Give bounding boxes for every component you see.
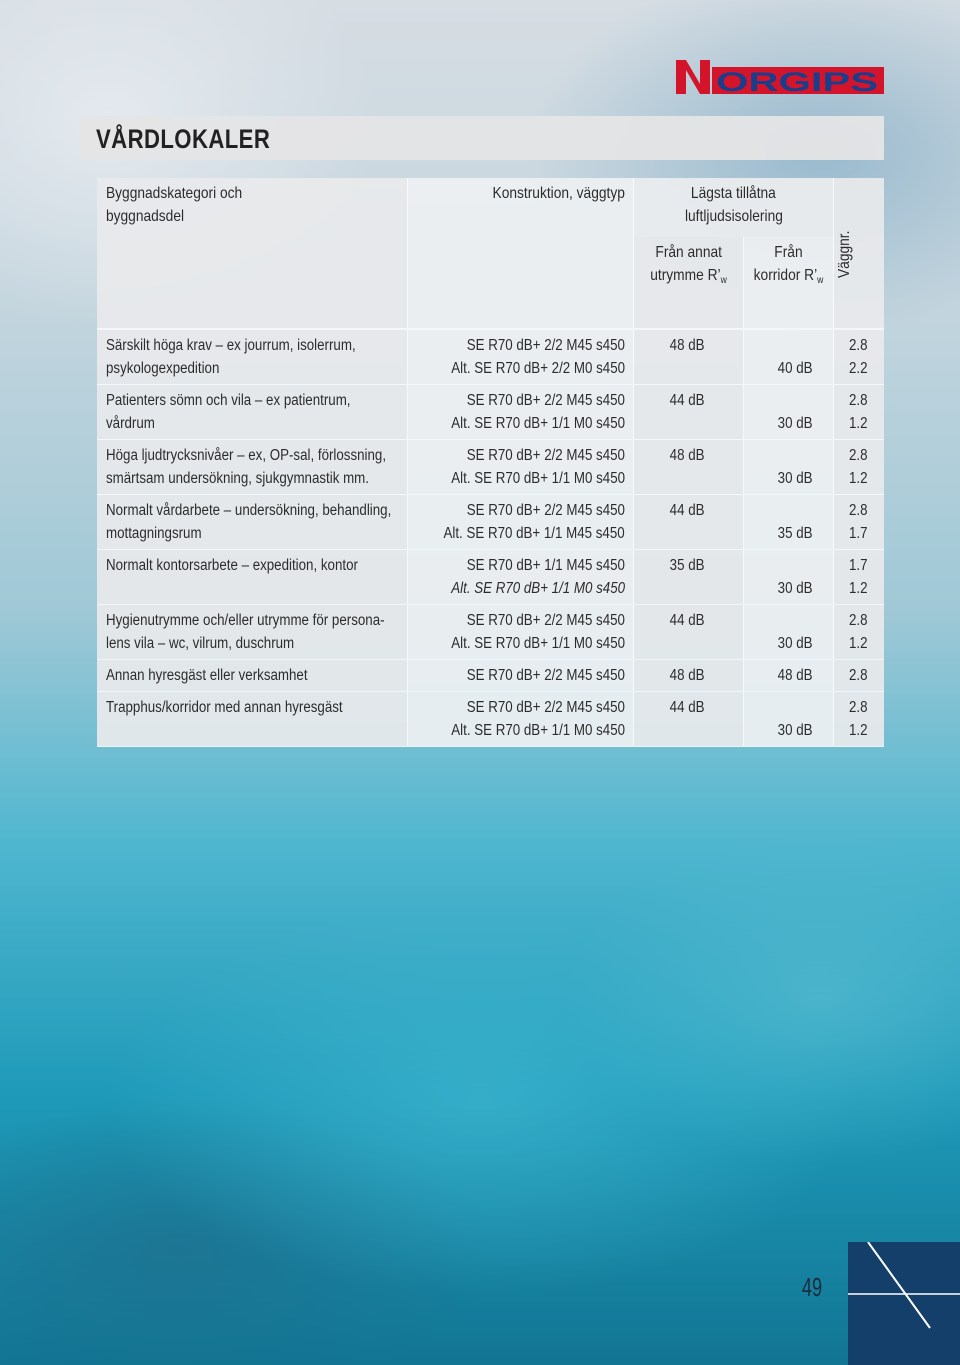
from-other-cell-line: 48 dB (670, 667, 705, 684)
category-cell (97, 440, 408, 494)
table-row (97, 692, 884, 747)
category-cell-line: smärtsam undersökning, sjukgymnastik mm. (106, 470, 369, 487)
wall-no-cell-line: 2.8 (849, 699, 868, 716)
construction-cell (408, 330, 634, 384)
svg-text:ORGIPS: ORGIPS (716, 67, 878, 96)
category-cell-line: Hygienutrymme och/eller utrymme för persona- (106, 612, 385, 629)
wall-no-cell (834, 692, 884, 746)
from-other-cell (634, 385, 744, 439)
from-other-cell-line: 44 dB (670, 699, 705, 716)
header-from-corridor-line1: Från (774, 244, 803, 262)
from-other-cell-line: 35 dB (670, 557, 705, 574)
header-insulation-group (634, 178, 834, 328)
page-number: 49 (801, 1272, 823, 1302)
from-other-cell-line: 48 dB (670, 447, 705, 464)
from-corridor-cell (744, 550, 834, 604)
from-corridor-cell (744, 495, 834, 549)
category-cell-line: mottagningsrum (106, 525, 202, 542)
header-wall-no (834, 178, 884, 328)
table-row (97, 330, 884, 385)
header-group-label (634, 178, 834, 237)
category-cell-line: lens vila – wc, vilrum, duschrum (106, 635, 295, 652)
construction-cell-line: Alt. SE R70 dB+ 2/2 M0 s450 (451, 360, 625, 377)
category-cell-line: Patienters sömn och vila – ex patientrum, (106, 392, 351, 409)
table-row (97, 605, 884, 660)
construction-cell (408, 605, 634, 659)
construction-cell (408, 660, 634, 691)
header-from-other-line1: Från annat (655, 244, 722, 262)
wall-no-cell-line: 2.2 (849, 360, 868, 377)
wall-no-cell-line: 2.8 (849, 337, 868, 354)
category-cell (97, 550, 408, 604)
from-corridor-cell-line: 35 dB (778, 525, 813, 542)
table-row (97, 660, 884, 692)
wall-no-cell (834, 550, 884, 604)
sound-insulation-table (97, 178, 884, 747)
construction-cell-line: Alt. SE R70 dB+ 1/1 M45 s450 (443, 525, 625, 542)
construction-cell-line: SE R70 dB+ 1/1 M45 s450 (466, 557, 625, 574)
header-construction (408, 178, 634, 328)
wall-no-cell-line: 2.8 (849, 502, 868, 519)
wall-no-cell-line: 2.8 (849, 447, 868, 464)
table-row (97, 495, 884, 550)
from-other-cell-line: 44 dB (670, 392, 705, 409)
construction-cell-line: Alt. SE R70 dB+ 1/1 M0 s450 (451, 415, 625, 432)
wall-no-cell-line: 1.7 (849, 525, 868, 542)
construction-cell-line: Alt. SE R70 dB+ 1/1 M0 s450 (451, 580, 625, 597)
construction-cell (408, 495, 634, 549)
from-corridor-cell (744, 385, 834, 439)
from-other-cell (634, 440, 744, 494)
from-corridor-cell (744, 605, 834, 659)
table-row (97, 550, 884, 605)
from-corridor-cell (744, 660, 834, 691)
wall-no-cell (834, 660, 884, 691)
header-category-line2: byggnadsdel (106, 208, 185, 225)
title-bar (80, 116, 884, 160)
from-corridor-cell (744, 330, 834, 384)
header-category (97, 178, 408, 328)
from-other-cell-line: 44 dB (670, 612, 705, 629)
category-cell (97, 692, 408, 746)
from-corridor-cell-line: 40 dB (778, 360, 813, 377)
construction-cell-line: SE R70 dB+ 2/2 M45 s450 (466, 502, 625, 519)
wall-no-cell-line: 2.8 (849, 392, 868, 409)
wall-no-cell-line: 1.2 (849, 415, 868, 432)
category-cell-line: Särskilt höga krav – ex jourrum, isolerrum, (106, 337, 356, 354)
category-cell (97, 605, 408, 659)
construction-cell-line: SE R70 dB+ 2/2 M45 s450 (466, 447, 625, 464)
category-cell-line: Normalt kontorsarbete – expedition, kontor (106, 557, 358, 574)
category-cell-line: Höga ljudtrycksnivåer – ex, OP-sal, förlossning, (106, 447, 387, 464)
from-corridor-cell-line: 48 dB (778, 667, 813, 684)
table-row (97, 385, 884, 440)
page-title: VÅRDLOKALER (96, 124, 271, 154)
construction-cell (408, 550, 634, 604)
wall-no-cell-line: 2.8 (849, 612, 868, 629)
norgips-logo (676, 58, 884, 96)
wall-no-cell-line: 1.2 (849, 580, 868, 597)
from-other-cell-line: 44 dB (670, 502, 705, 519)
from-corridor-cell-line: 30 dB (778, 580, 813, 597)
wall-no-cell-line: 1.2 (849, 722, 868, 739)
from-other-cell (634, 692, 744, 746)
header-from-other-line2: utrymme R’ (650, 267, 721, 285)
from-other-cell (634, 495, 744, 549)
header-subcolumns (634, 237, 834, 328)
header-wall-no-label: Väggnr. (836, 230, 853, 278)
construction-cell-line: SE R70 dB+ 2/2 M45 s450 (466, 667, 625, 684)
construction-cell-line: SE R70 dB+ 2/2 M45 s450 (466, 392, 625, 409)
header-construction-label: Konstruktion, väggtyp (492, 185, 625, 202)
table-header (97, 178, 884, 330)
category-cell-line: vårdrum (106, 415, 155, 432)
category-cell-line: Trapphus/korridor med annan hyresgäst (106, 699, 343, 716)
category-cell-line: psykologexpedition (106, 360, 220, 377)
category-cell-line: Annan hyresgäst eller verksamhet (106, 667, 308, 684)
wall-no-cell (834, 330, 884, 384)
header-category-line1: Byggnadskategori och (106, 185, 243, 202)
header-group-line1: Lägsta tillåtna (691, 185, 776, 202)
construction-cell-line: SE R70 dB+ 2/2 M45 s450 (466, 337, 625, 354)
norgips-logo-graphic (676, 58, 884, 96)
construction-cell-line: Alt. SE R70 dB+ 1/1 M0 s450 (451, 722, 625, 739)
category-cell (97, 330, 408, 384)
construction-cell-line: SE R70 dB+ 2/2 M45 s450 (466, 612, 625, 629)
wall-no-cell (834, 440, 884, 494)
from-corridor-cell-line: 30 dB (778, 722, 813, 739)
from-corridor-cell (744, 440, 834, 494)
category-cell-line: Normalt vårdarbete – undersökning, behandling, (106, 502, 392, 519)
header-from-other (634, 237, 744, 328)
table-row (97, 440, 884, 495)
from-other-cell-line: 48 dB (670, 337, 705, 354)
wall-no-cell-line: 1.7 (849, 557, 868, 574)
from-corridor-cell-line: 30 dB (778, 415, 813, 432)
from-other-cell (634, 660, 744, 691)
category-cell (97, 495, 408, 549)
construction-cell (408, 385, 634, 439)
from-other-cell (634, 330, 744, 384)
wall-no-cell (834, 605, 884, 659)
corner-line-icon (848, 1242, 960, 1365)
header-from-corridor (744, 237, 834, 328)
category-cell (97, 385, 408, 439)
from-other-cell (634, 605, 744, 659)
table-body (97, 330, 884, 747)
from-corridor-cell (744, 692, 834, 746)
header-from-corridor-line2: korridor R’ (753, 267, 818, 285)
construction-cell (408, 692, 634, 746)
construction-cell (408, 440, 634, 494)
from-corridor-cell-line: 30 dB (778, 470, 813, 487)
corner-graphic (848, 1242, 960, 1365)
construction-cell-line: SE R70 dB+ 2/2 M45 s450 (466, 699, 625, 716)
from-corridor-cell-line: 30 dB (778, 635, 813, 652)
header-from-corridor-sub: w (817, 275, 824, 287)
wall-no-cell-line: 1.2 (849, 470, 868, 487)
wall-no-cell-line: 2.8 (849, 667, 868, 684)
construction-cell-line: Alt. SE R70 dB+ 1/1 M0 s450 (451, 470, 625, 487)
header-group-line2: luftljudsisolering (684, 208, 783, 225)
header-from-other-sub: w (720, 275, 727, 287)
wall-no-cell-line: 1.2 (849, 635, 868, 652)
category-cell (97, 660, 408, 691)
wall-no-cell (834, 495, 884, 549)
construction-cell-line: Alt. SE R70 dB+ 1/1 M0 s450 (451, 635, 625, 652)
wall-no-cell (834, 385, 884, 439)
from-other-cell (634, 550, 744, 604)
